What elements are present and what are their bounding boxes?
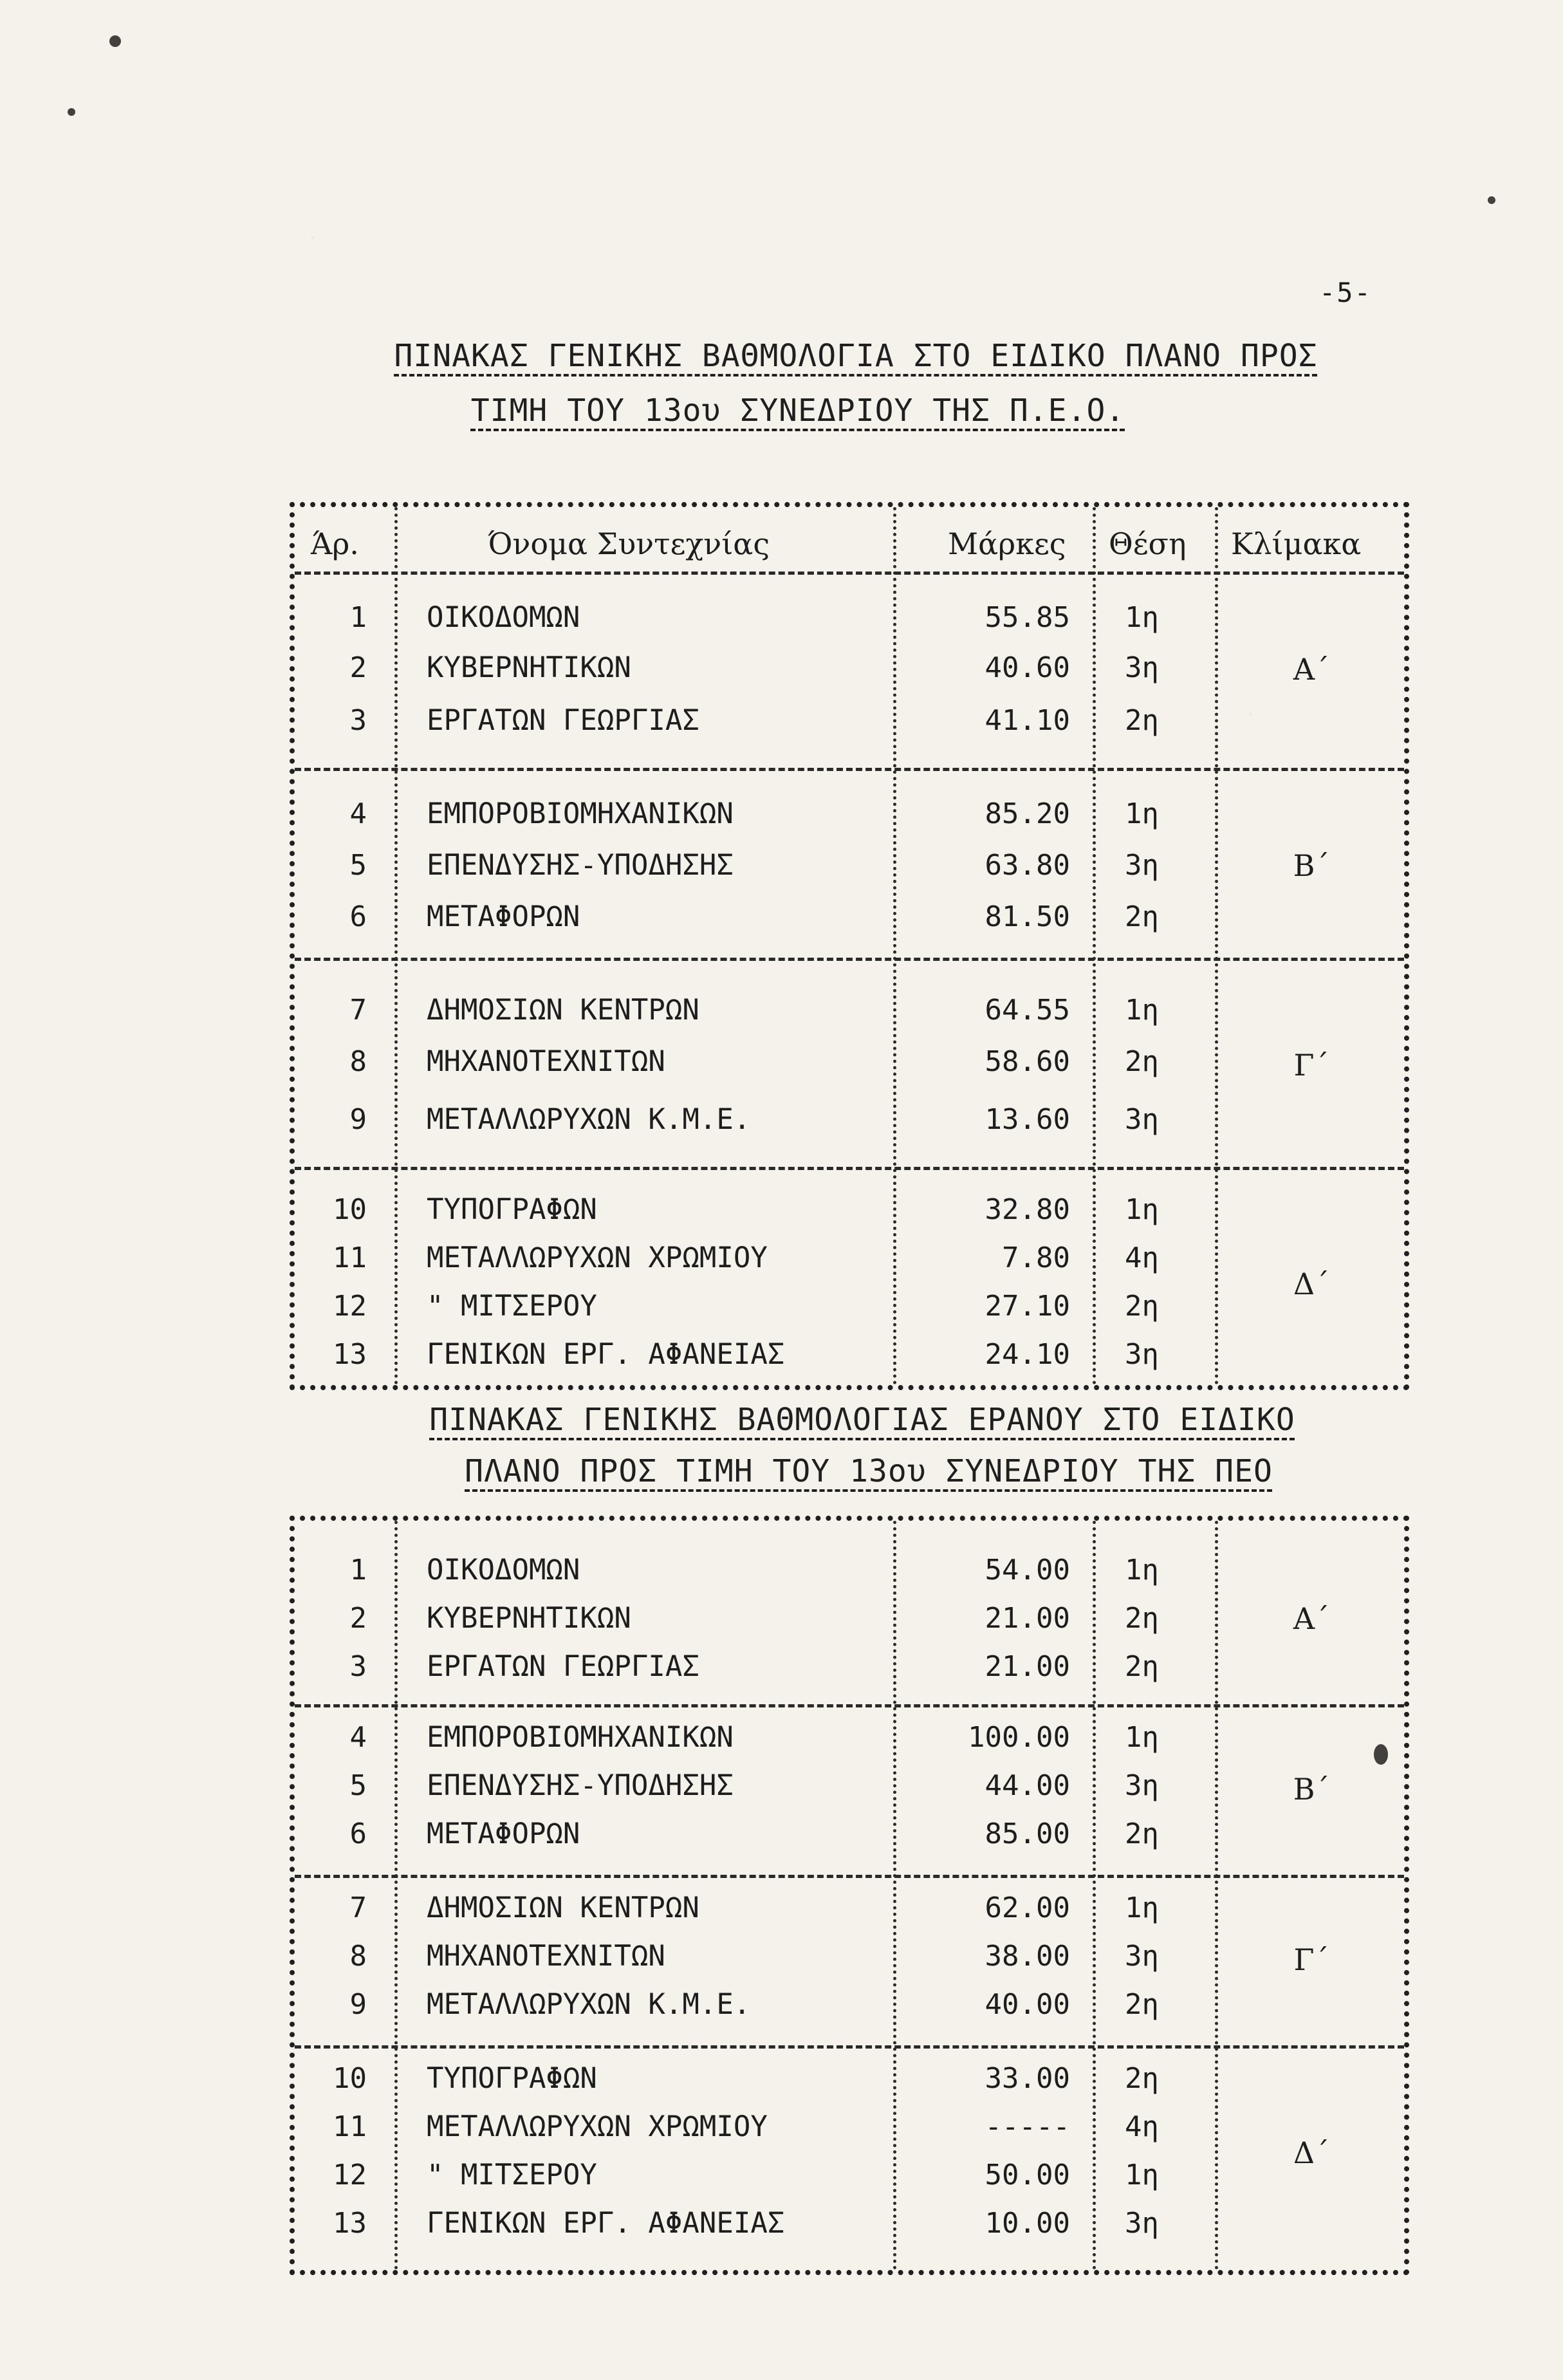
row-place: 4η xyxy=(1125,2110,1159,2143)
table-row xyxy=(295,797,1404,851)
row-place: 1η xyxy=(1125,994,1159,1027)
table-row xyxy=(295,996,1404,1048)
row-number: 6 xyxy=(349,1818,367,1850)
table-row xyxy=(295,2209,1404,2261)
group-divider-3 xyxy=(295,2045,1404,2049)
row-marks: 32.80 xyxy=(985,1193,1070,1226)
header-place: Θέση xyxy=(1109,526,1187,561)
scale-value: Γ΄ xyxy=(1293,1048,1329,1083)
row-name: ΜΗΧΑΝΟΤΕΧΝΙΤΩΝ xyxy=(427,1940,665,1973)
row-number: 4 xyxy=(349,1721,367,1754)
header-name: Όνομα Συντεχνίας xyxy=(488,526,770,561)
row-name: ΜΕΤΑΛΛΩΡΥΧΩΝ Κ.Μ.Ε. xyxy=(427,1103,751,1136)
table-row xyxy=(295,1820,1404,1872)
row-place: 1η xyxy=(1125,797,1159,830)
row-place: 3η xyxy=(1125,1338,1159,1371)
scores-table-1 xyxy=(290,502,1409,1390)
row-marks: 21.00 xyxy=(985,1602,1070,1635)
row-name: ΕΡΓΑΤΩΝ ΓΕΩΡΓΙΑΣ xyxy=(427,704,699,737)
row-number: 3 xyxy=(349,1650,367,1683)
row-place: 3η xyxy=(1125,1769,1159,1802)
scores-table-2 xyxy=(290,1516,1409,2275)
group-divider-2 xyxy=(295,958,1404,961)
row-number: 3 xyxy=(349,704,367,737)
table-row xyxy=(295,1193,1404,1247)
header-marks: Μάρκες xyxy=(948,526,1066,561)
row-number: 13 xyxy=(333,1338,367,1371)
row-number: 4 xyxy=(349,797,367,830)
scale-value: Β΄ xyxy=(1293,1772,1330,1807)
row-number: 10 xyxy=(333,1193,367,1226)
scan-speck xyxy=(109,35,121,47)
row-place: 2η xyxy=(1125,704,1159,737)
row-number: 2 xyxy=(349,651,367,684)
table-row xyxy=(295,1988,1404,2042)
row-marks: 54.00 xyxy=(985,1554,1070,1586)
table-row xyxy=(295,1103,1404,1157)
row-number: 2 xyxy=(349,1602,367,1635)
row-marks: 64.55 xyxy=(985,994,1070,1027)
row-marks: 81.50 xyxy=(985,900,1070,933)
row-name: ΕΡΓΑΤΩΝ ΓΕΩΡΓΙΑΣ xyxy=(427,1650,699,1683)
row-place: 2η xyxy=(1125,1602,1159,1635)
row-marks: 100.00 xyxy=(968,1721,1070,1754)
table-row xyxy=(295,1650,1404,1704)
row-place: 2η xyxy=(1125,900,1159,933)
row-place: 2η xyxy=(1125,1818,1159,1850)
row-name: " ΜΙΤΣΕΡΟΥ xyxy=(427,2159,597,2191)
row-place: 1η xyxy=(1125,1554,1159,1586)
row-number: 7 xyxy=(349,1892,367,1924)
table-row xyxy=(295,1721,1404,1775)
table-row xyxy=(295,1894,1404,1946)
group-divider-3 xyxy=(295,1167,1404,1170)
scan-speck xyxy=(1488,196,1495,204)
table-row xyxy=(295,1338,1404,1392)
row-name: ΜΗΧΑΝΟΤΕΧΝΙΤΩΝ xyxy=(427,1045,665,1078)
row-marks: 33.00 xyxy=(985,2062,1070,2095)
header-divider xyxy=(295,572,1404,575)
row-name: ΚΥΒΕΡΝΗΤΙΚΩΝ xyxy=(427,1602,631,1635)
row-number: 9 xyxy=(349,1103,367,1136)
row-place: 2η xyxy=(1125,2062,1159,2095)
table-row xyxy=(295,2062,1404,2116)
row-place: 3η xyxy=(1125,849,1159,882)
row-marks: 40.60 xyxy=(985,651,1070,684)
row-name: " ΜΙΤΣΕΡΟΥ xyxy=(427,1290,597,1323)
row-number: 5 xyxy=(349,849,367,882)
header-number: Άρ. xyxy=(311,526,359,561)
row-marks: 44.00 xyxy=(985,1769,1070,1802)
row-place: 2η xyxy=(1125,1650,1159,1683)
row-name: ΕΠΕΝΔΥΣΗΣ-ΥΠΟΔΗΣΗΣ xyxy=(427,1769,734,1802)
group-divider-1 xyxy=(295,768,1404,771)
table-row xyxy=(295,601,1404,655)
row-name: ΜΕΤΑΦΟΡΩΝ xyxy=(427,1818,580,1850)
row-marks: 55.85 xyxy=(985,601,1070,634)
row-marks: 13.60 xyxy=(985,1103,1070,1136)
table-row xyxy=(295,1556,1404,1608)
scale-value: Β΄ xyxy=(1293,848,1330,883)
row-number: 12 xyxy=(333,2159,367,2191)
row-marks: 85.20 xyxy=(985,797,1070,830)
row-name: ΟΙΚΟΔΟΜΩΝ xyxy=(427,601,580,634)
row-name: ΜΕΤΑΛΛΩΡΥΧΩΝ ΧΡΩΜΙΟΥ xyxy=(427,2110,768,2143)
scale-value: Γ΄ xyxy=(1293,1942,1329,1977)
scale-value: Δ΄ xyxy=(1293,1267,1330,1301)
row-number: 9 xyxy=(349,1988,367,2021)
row-place: 2η xyxy=(1125,1045,1159,1078)
row-marks: 40.00 xyxy=(985,1988,1070,2021)
row-place: 3η xyxy=(1125,1103,1159,1136)
row-place: 3η xyxy=(1125,651,1159,684)
row-place: 1η xyxy=(1125,1721,1159,1754)
row-marks: 63.80 xyxy=(985,849,1070,882)
row-marks: 58.60 xyxy=(985,1045,1070,1078)
row-place: 2η xyxy=(1125,1290,1159,1323)
row-marks: 21.00 xyxy=(985,1650,1070,1683)
row-marks: 10.00 xyxy=(985,2207,1070,2240)
table-1-title-line-1: ΠΙΝΑΚΑΣ ΓΕΝΙΚΗΣ ΒΑΘΜΟΛΟΓΙΑ ΣΤΟ ΕΙΔΙΚΟ ΠΛΑΝΟ ΠΡΟΣ xyxy=(394,338,1318,374)
row-marks: 38.00 xyxy=(985,1940,1070,1973)
row-number: 8 xyxy=(349,1940,367,1973)
row-name: ΜΕΤΑΛΛΩΡΥΧΩΝ ΧΡΩΜΙΟΥ xyxy=(427,1241,768,1274)
table-1-title-line-2: ΤΙΜΗ ΤΟΥ 13ου ΣΥΝΕΔΡΙΟΥ ΤΗΣ Π.Ε.Ο. xyxy=(470,393,1125,429)
row-name: ΕΠΕΝΔΥΣΗΣ-ΥΠΟΔΗΣΗΣ xyxy=(427,849,734,882)
row-number: 13 xyxy=(333,2207,367,2240)
row-place: 1η xyxy=(1125,1892,1159,1924)
row-name: ΤΥΠΟΓΡΑΦΩΝ xyxy=(427,2062,597,2095)
row-number: 12 xyxy=(333,1290,367,1323)
row-marks: 50.00 xyxy=(985,2159,1070,2191)
row-name: ΔΗΜΟΣΙΩΝ ΚΕΝΤΡΩΝ xyxy=(427,1892,699,1924)
row-place: 1η xyxy=(1125,1193,1159,1226)
row-place: 3η xyxy=(1125,1940,1159,1973)
row-number: 11 xyxy=(333,1241,367,1274)
row-place: 3η xyxy=(1125,2207,1159,2240)
table-row xyxy=(295,704,1404,758)
row-name: ΕΜΠΟΡΟΒΙΟΜΗΧΑΝΙΚΩΝ xyxy=(427,1721,734,1754)
scan-speck xyxy=(1374,1744,1388,1765)
row-marks: 85.00 xyxy=(985,1818,1070,1850)
row-name: ΤΥΠΟΓΡΑΦΩΝ xyxy=(427,1193,597,1226)
row-marks: 41.10 xyxy=(985,704,1070,737)
page-number: -5- xyxy=(1319,277,1372,308)
row-number: 1 xyxy=(349,1554,367,1586)
row-name: ΜΕΤΑΛΛΩΡΥΧΩΝ Κ.Μ.Ε. xyxy=(427,1988,751,2021)
scale-value: Δ΄ xyxy=(1293,2135,1330,2170)
row-number: 8 xyxy=(349,1045,367,1078)
scan-speck xyxy=(68,108,75,116)
row-number: 11 xyxy=(333,2110,367,2143)
row-number: 1 xyxy=(349,601,367,634)
row-number: 7 xyxy=(349,994,367,1027)
table-row xyxy=(295,900,1404,954)
row-name: ΓΕΝΙΚΩΝ ΕΡΓ. ΑΦΑΝΕΙΑΣ xyxy=(427,1338,785,1371)
row-name: ΚΥΒΕΡΝΗΤΙΚΩΝ xyxy=(427,651,631,684)
row-number: 5 xyxy=(349,1769,367,1802)
row-marks: 24.10 xyxy=(985,1338,1070,1371)
group-divider-2 xyxy=(295,1875,1404,1878)
scale-value: Α΄ xyxy=(1293,652,1330,687)
group-divider-1 xyxy=(295,1704,1404,1707)
table-2-title-line-1: ΠΙΝΑΚΑΣ ΓΕΝΙΚΗΣ ΒΑΘΜΟΛΟΓΙΑΣ ΕΡΑΝΟΥ ΣΤΟ ΕΙΔΙΚΟ xyxy=(429,1402,1295,1438)
row-name: ΓΕΝΙΚΩΝ ΕΡΓ. ΑΦΑΝΕΙΑΣ xyxy=(427,2207,785,2240)
scale-value: Α΄ xyxy=(1293,1601,1330,1636)
header-scale: Κλίμακα xyxy=(1231,526,1362,561)
row-place: 2η xyxy=(1125,1988,1159,2021)
row-number: 10 xyxy=(333,2062,367,2095)
row-marks: 27.10 xyxy=(985,1290,1070,1323)
row-number: 6 xyxy=(349,900,367,933)
row-marks: 7.80 xyxy=(1002,1241,1070,1274)
table-2-title-line-2: ΠΛΑΝΟ ΠΡΟΣ ΤΙΜΗ ΤΟΥ 13ου ΣΥΝΕΔΡΙΟΥ ΤΗΣ ΠΕΟ xyxy=(465,1453,1273,1489)
row-name: ΟΙΚΟΔΟΜΩΝ xyxy=(427,1554,580,1586)
row-marks: ----- xyxy=(985,2110,1070,2143)
row-place: 4η xyxy=(1125,1241,1159,1274)
row-name: ΜΕΤΑΦΟΡΩΝ xyxy=(427,900,580,933)
row-name: ΔΗΜΟΣΙΩΝ ΚΕΝΤΡΩΝ xyxy=(427,994,699,1027)
row-place: 1η xyxy=(1125,2159,1159,2191)
row-marks: 62.00 xyxy=(985,1892,1070,1924)
row-name: ΕΜΠΟΡΟΒΙΟΜΗΧΑΝΙΚΩΝ xyxy=(427,797,734,830)
row-place: 1η xyxy=(1125,601,1159,634)
